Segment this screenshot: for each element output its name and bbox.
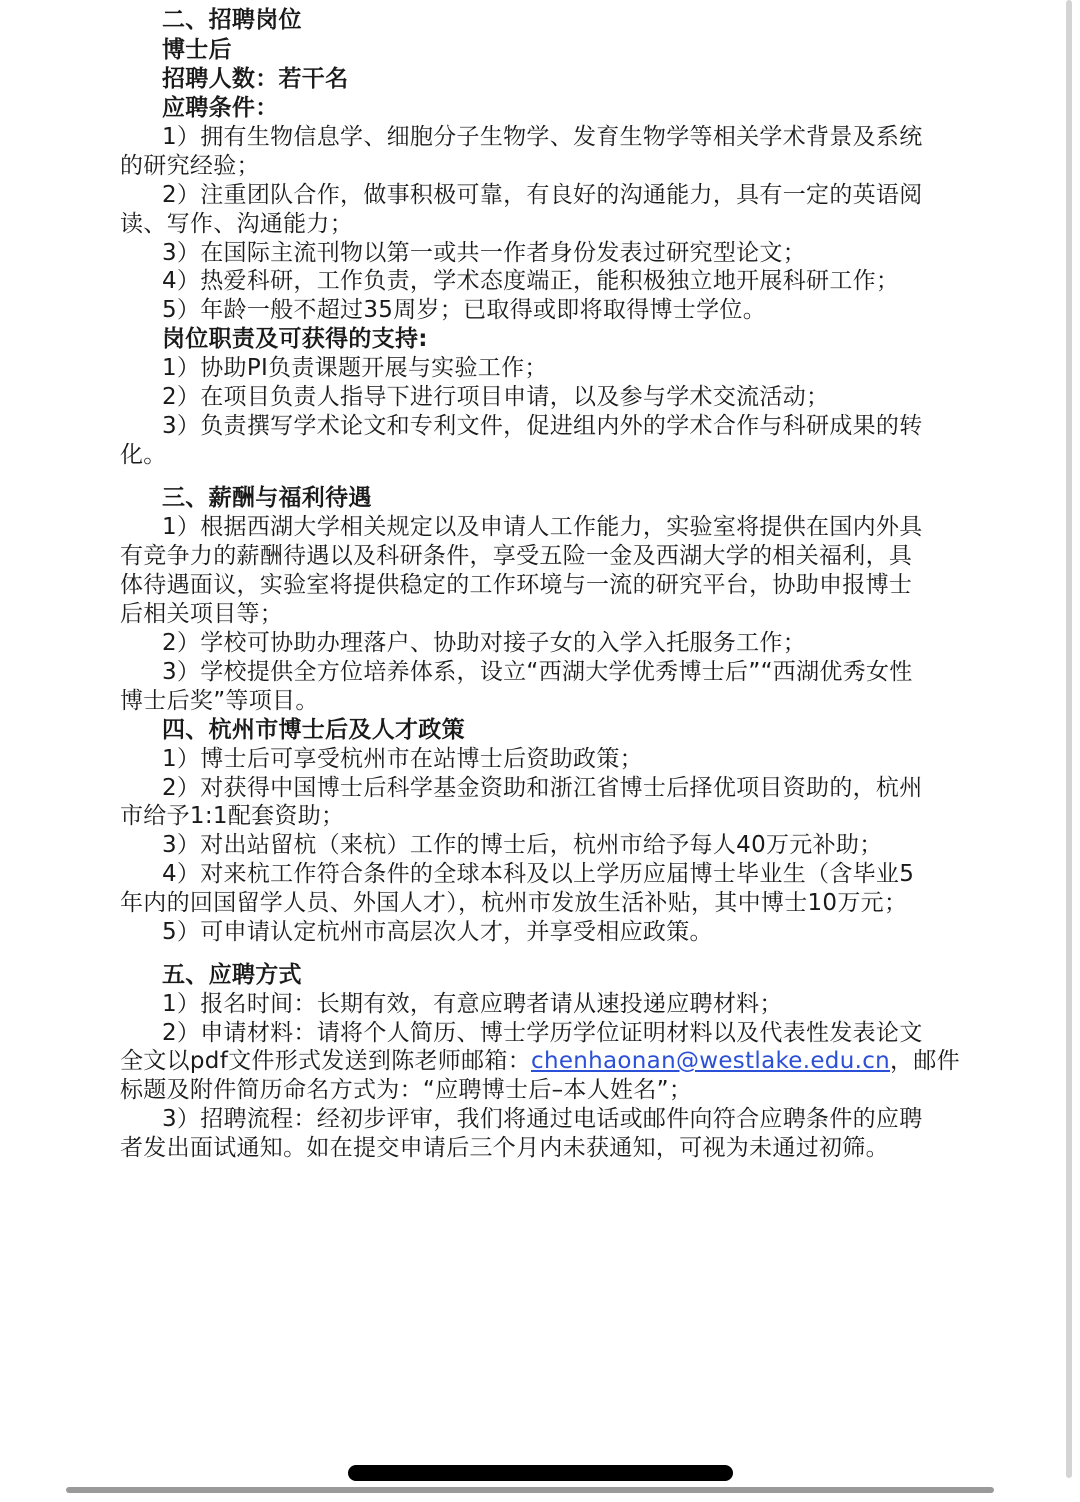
salary-line: 2）学校可协助办理落户、协助对接子女的入学入托服务工作； [162, 630, 807, 656]
section-heading-policy: 四、杭州市博士后及人才政策 [162, 717, 465, 743]
policy-line: 1）博士后可享受杭州市在站博士后资助政策； [162, 746, 643, 772]
policy-line: 市给予1:1配套资助； [120, 803, 345, 829]
requirements-heading: 应聘条件： [162, 95, 279, 121]
email-link[interactable]: chenhaonan@westlake.edu.cn [531, 1048, 891, 1074]
apply-text: ，邮件 [890, 1048, 960, 1074]
apply-line: 2）申请材料：请将个人简历、博士学历学位证明材料以及代表性发表论文 [162, 1020, 923, 1046]
home-indicator[interactable] [348, 1465, 733, 1481]
requirement-line: 5）年龄一般不超过35周岁；已取得或即将取得博士学位。 [162, 297, 766, 323]
policy-line: 年内的回国留学人员、外国人才），杭州市发放生活补贴，其中博士10万元； [120, 890, 908, 916]
requirement-line: 1）拥有生物信息学、细胞分子生物学、发育生物学等相关学术背景及系统 [162, 124, 923, 150]
recruit-count: 招聘人数：若干名 [162, 66, 349, 92]
salary-line: 有竞争力的薪酬待遇以及科研条件，享受五险一金及西湖大学的相关福利，具 [120, 543, 913, 569]
duty-line: 2）在项目负责人指导下进行项目申请，以及参与学术交流活动； [162, 384, 830, 410]
apply-line-with-email [120, 1047, 960, 1076]
duty-line: 化。 [120, 442, 167, 468]
duties-heading: 岗位职责及可获得的支持: [162, 326, 428, 352]
requirement-line: 4）热爱科研，工作负责，学术态度端正，能积极独立地开展科研工作； [162, 268, 900, 294]
apply-line: 标题及附件简历命名方式为：“应聘博士后–本人姓名”； [120, 1077, 693, 1103]
requirement-line: 2）注重团队合作，做事积极可靠，有良好的沟通能力，具有一定的英语阅 [162, 182, 923, 208]
apply-line: 1）报名时间：长期有效，有意应聘者请从速投递应聘材料； [162, 991, 783, 1017]
duty-line: 1）协助PI负责课题开展与实验工作； [162, 355, 548, 381]
duty-line: 3）负责撰写学术论文和专利文件，促进组内外的学术合作与科研成果的转 [162, 413, 923, 439]
salary-line: 后相关项目等； [120, 601, 284, 627]
policy-line: 2）对获得中国博士后科学基金资助和浙江省博士后择优项目资助的，杭州 [162, 775, 923, 801]
section-heading-salary: 三、薪酬与福利待遇 [162, 485, 372, 511]
salary-line: 体待遇面议，实验室将提供稳定的工作环境与一流的研究平台，协助申报博士 [120, 572, 913, 598]
section-heading-positions: 二、招聘岗位 [162, 7, 302, 33]
policy-line: 5）可申请认定杭州市高层次人才，并享受相应政策。 [162, 919, 713, 945]
position-title: 博士后 [162, 37, 232, 63]
salary-line: 3）学校提供全方位培养体系，设立“西湖大学优秀博士后”“西湖优秀女性 [162, 659, 913, 685]
policy-line: 4）对来杭工作符合条件的全球本科及以上学历应届博士毕业生（含毕业5 [162, 861, 915, 887]
policy-line: 3）对出站留杭（来杭）工作的博士后，杭州市给予每人40万元补助； [162, 832, 883, 858]
requirement-line: 读、写作、沟通能力； [120, 211, 353, 237]
horizontal-scrollbar[interactable] [66, 1487, 994, 1493]
apply-line: 者发出面试通知。如在提交申请后三个月内未获通知，可视为未通过初筛。 [120, 1135, 889, 1161]
salary-line: 1）根据西湖大学相关规定以及申请人工作能力，实验室将提供在国内外具 [162, 514, 923, 540]
apply-line: 3）招聘流程：经初步评审，我们将通过电话或邮件向符合应聘条件的应聘 [162, 1106, 923, 1132]
section-heading-apply: 五、应聘方式 [162, 962, 302, 988]
requirement-line: 3）在国际主流刊物以第一或共一作者身份发表过研究型论文； [162, 240, 807, 266]
apply-text: 全文以pdf文件形式发送到陈老师邮箱： [120, 1048, 531, 1074]
vertical-scrollbar[interactable] [1066, 0, 1072, 1478]
salary-line: 博士后奖”等项目。 [120, 688, 319, 714]
requirement-line: 的研究经验； [120, 153, 260, 179]
